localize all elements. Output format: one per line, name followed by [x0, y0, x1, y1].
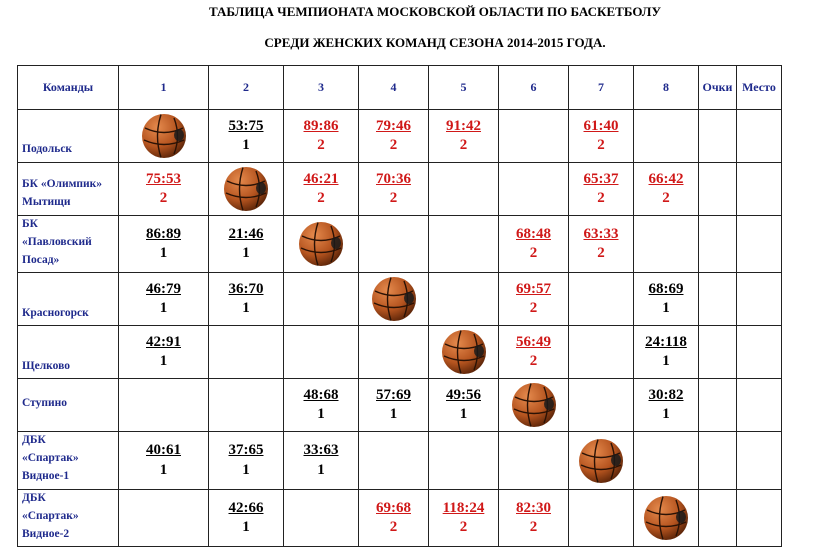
game-result — [284, 432, 358, 488]
title-line-1: ТАБЛИЦА ЧЕМПИОНАТА МОСКОВСКОЙ ОБЛАСТИ ПО БАСКЕТБОЛУ — [208, 4, 662, 19]
basketball-icon — [441, 329, 487, 375]
game-score: 69:57 — [516, 280, 551, 297]
table-row — [18, 489, 782, 546]
result-cell — [284, 163, 359, 216]
result-cell — [209, 379, 284, 432]
game-points: 1 — [459, 406, 468, 423]
result-cell — [499, 216, 569, 273]
game-points: 1 — [159, 353, 168, 370]
game-points: 1 — [242, 245, 250, 262]
result-cell — [209, 273, 284, 326]
game-result — [359, 379, 428, 431]
result-cell — [119, 379, 209, 432]
game-points: 1 — [242, 461, 250, 478]
game-score: 53:75 — [228, 117, 264, 134]
result-cell — [119, 110, 209, 163]
points-cell — [699, 110, 737, 163]
table-row — [18, 326, 782, 379]
result-cell — [284, 326, 359, 379]
game-result — [634, 273, 698, 325]
header-col-8: 8 — [634, 66, 699, 110]
table-row — [18, 216, 782, 273]
game-score: 24:118 — [645, 333, 687, 350]
game-result — [359, 163, 428, 215]
result-cell — [569, 273, 634, 326]
header-col-6: 6 — [499, 66, 569, 110]
result-cell — [429, 432, 499, 489]
game-result — [119, 273, 208, 325]
game-score: 57:69 — [376, 386, 411, 403]
points-cell — [699, 326, 737, 379]
game-score: 37:65 — [228, 442, 264, 459]
game-points: 2 — [459, 519, 468, 536]
game-points: 2 — [529, 353, 538, 370]
result-cell — [429, 489, 499, 546]
result-cell — [499, 163, 569, 216]
standings-table — [17, 65, 782, 547]
game-points: 1 — [389, 406, 398, 423]
team-name-line: Видное-1 — [22, 470, 70, 483]
result-cell — [209, 163, 284, 216]
game-points: 1 — [662, 300, 670, 317]
result-cell — [499, 326, 569, 379]
game-score: 68:48 — [516, 225, 551, 242]
result-cell — [284, 273, 359, 326]
game-score: 70:36 — [376, 170, 411, 187]
table-row — [18, 379, 782, 432]
points-cell — [699, 379, 737, 432]
game-result — [209, 216, 283, 272]
team-name-cell — [18, 489, 119, 546]
result-cell — [569, 326, 634, 379]
result-cell — [119, 489, 209, 546]
result-cell — [359, 216, 429, 273]
team-name-line: «Спартак» — [22, 509, 79, 522]
place-cell — [737, 216, 782, 273]
place-cell — [737, 326, 782, 379]
header-col-5: 5 — [429, 66, 499, 110]
game-points: 2 — [529, 519, 538, 536]
result-cell — [499, 432, 569, 489]
result-cell — [359, 489, 429, 546]
header-place: Место — [737, 66, 782, 110]
points-cell — [699, 163, 737, 216]
game-result — [209, 273, 283, 325]
place-cell — [737, 273, 782, 326]
game-points: 2 — [159, 190, 168, 206]
result-cell — [499, 273, 569, 326]
game-points: 2 — [597, 137, 605, 153]
game-score: 56:49 — [516, 333, 551, 350]
game-result — [569, 216, 633, 272]
game-score: 91:42 — [446, 117, 481, 134]
result-cell — [284, 216, 359, 273]
team-name-line: Ступино — [22, 397, 68, 410]
game-result — [209, 110, 283, 162]
game-points: 1 — [317, 406, 325, 423]
game-result — [499, 216, 568, 272]
result-cell — [359, 432, 429, 489]
result-cell — [569, 110, 634, 163]
team-name-line: Подольск — [22, 143, 73, 156]
game-points: 2 — [662, 190, 670, 206]
game-points: 2 — [389, 137, 398, 153]
game-points: 1 — [242, 137, 250, 153]
game-score: 49:56 — [446, 386, 481, 403]
game-points: 1 — [317, 461, 325, 478]
game-result — [634, 326, 698, 378]
result-cell — [634, 489, 699, 546]
game-score: 46:79 — [146, 280, 181, 297]
game-result — [569, 163, 633, 215]
points-cell — [699, 432, 737, 489]
result-cell — [634, 379, 699, 432]
game-result — [569, 110, 633, 162]
basketball-icon — [578, 438, 624, 484]
team-name-line: ДБК — [22, 434, 46, 447]
header-points: Очки — [699, 66, 737, 110]
game-points: 1 — [159, 300, 168, 317]
result-cell — [119, 216, 209, 273]
result-cell — [209, 489, 284, 546]
game-points: 2 — [317, 137, 325, 153]
game-score: 42:66 — [228, 499, 264, 516]
team-name-line: БК «Олимпик» — [22, 178, 103, 191]
result-cell — [634, 110, 699, 163]
result-cell — [634, 326, 699, 379]
game-result — [499, 326, 568, 378]
header-row — [18, 66, 782, 110]
place-cell — [737, 163, 782, 216]
team-name-line: Посад» — [22, 253, 60, 266]
table-row — [18, 273, 782, 326]
team-name-line: Видное-2 — [22, 527, 70, 540]
result-cell — [359, 273, 429, 326]
team-name-line: «Спартак» — [22, 452, 79, 465]
place-cell — [737, 110, 782, 163]
game-result — [119, 326, 208, 378]
game-score: 48:68 — [303, 386, 339, 403]
result-cell — [209, 110, 284, 163]
table-body — [18, 110, 782, 547]
game-result — [499, 273, 568, 325]
team-name-line: БК — [22, 218, 38, 230]
team-name-cell — [18, 110, 119, 163]
game-result — [499, 490, 568, 546]
place-cell — [737, 379, 782, 432]
table-row — [18, 163, 782, 216]
game-score: 118:24 — [442, 499, 485, 516]
game-points: 1 — [662, 406, 670, 423]
basketball-icon — [643, 495, 689, 541]
result-cell — [359, 163, 429, 216]
team-name-cell — [18, 216, 119, 273]
game-score: 89:86 — [303, 117, 339, 134]
result-cell — [284, 110, 359, 163]
game-score: 69:68 — [376, 499, 411, 516]
result-cell — [634, 163, 699, 216]
header-col-7: 7 — [569, 66, 634, 110]
game-score: 65:37 — [583, 170, 619, 187]
game-result — [119, 216, 208, 272]
result-cell — [499, 379, 569, 432]
game-score: 42:91 — [146, 333, 181, 350]
result-cell — [209, 326, 284, 379]
game-score: 40:61 — [146, 442, 181, 459]
result-cell — [499, 489, 569, 546]
points-cell — [699, 273, 737, 326]
game-points: 2 — [459, 137, 468, 153]
game-points: 2 — [389, 190, 398, 206]
game-points: 2 — [389, 519, 398, 536]
game-score: 63:33 — [583, 225, 619, 242]
result-cell — [284, 379, 359, 432]
game-result — [119, 432, 208, 488]
result-cell — [119, 273, 209, 326]
basketball-icon — [141, 113, 187, 159]
game-result — [284, 379, 358, 431]
result-cell — [569, 163, 634, 216]
game-points: 2 — [529, 300, 538, 317]
result-cell — [569, 216, 634, 273]
team-name-cell — [18, 432, 119, 489]
result-cell — [499, 110, 569, 163]
game-result — [209, 490, 283, 546]
game-points: 2 — [317, 190, 325, 206]
game-result — [634, 379, 698, 431]
header-col-2: 2 — [209, 66, 284, 110]
game-result — [429, 490, 498, 546]
team-name-cell — [18, 163, 119, 216]
game-score: 30:82 — [648, 386, 684, 403]
game-score: 36:70 — [228, 280, 264, 297]
result-cell — [634, 432, 699, 489]
team-name-cell — [18, 326, 119, 379]
result-cell — [359, 110, 429, 163]
title-line-2: СРЕДИ ЖЕНСКИХ КОМАНД СЕЗОНА 2014-2015 ГОДА. — [264, 35, 606, 50]
team-name-cell — [18, 379, 119, 432]
result-cell — [284, 432, 359, 489]
result-cell — [119, 163, 209, 216]
table-row — [18, 432, 782, 489]
team-name-line: ДБК — [22, 491, 46, 504]
result-cell — [284, 489, 359, 546]
header-col-4: 4 — [359, 66, 429, 110]
place-cell — [737, 489, 782, 546]
basketball-icon — [371, 276, 417, 322]
result-cell — [359, 326, 429, 379]
team-name-line: Мытищи — [22, 196, 71, 209]
result-cell — [429, 326, 499, 379]
result-cell — [634, 273, 699, 326]
game-score: 75:53 — [146, 170, 181, 187]
game-points: 1 — [242, 519, 250, 536]
header-col-3: 3 — [284, 66, 359, 110]
game-result — [284, 163, 358, 215]
game-score: 79:46 — [376, 117, 411, 134]
game-points: 2 — [529, 245, 538, 262]
basketball-icon — [511, 382, 557, 428]
game-result — [429, 110, 498, 162]
game-points: 2 — [597, 190, 605, 206]
points-cell — [699, 216, 737, 273]
game-result — [359, 110, 428, 162]
result-cell — [429, 163, 499, 216]
game-result — [359, 490, 428, 546]
team-name-line: «Павловский — [22, 235, 92, 248]
result-cell — [209, 216, 284, 273]
game-result — [284, 110, 358, 162]
game-score: 33:63 — [303, 442, 339, 459]
game-score: 82:30 — [516, 499, 551, 516]
game-points: 1 — [662, 353, 670, 370]
result-cell — [429, 379, 499, 432]
game-points: 2 — [597, 245, 605, 262]
game-result — [119, 163, 208, 215]
result-cell — [209, 432, 284, 489]
points-cell — [699, 489, 737, 546]
result-cell — [429, 216, 499, 273]
game-result — [634, 163, 698, 215]
result-cell — [429, 110, 499, 163]
result-cell — [569, 489, 634, 546]
team-name-line: Щелково — [22, 359, 71, 372]
game-score: 66:42 — [648, 170, 684, 187]
header-col-1: 1 — [119, 66, 209, 110]
game-score: 61:40 — [583, 117, 619, 134]
team-name-line: Красногорск — [22, 306, 89, 319]
game-score: 68:69 — [648, 280, 684, 297]
result-cell — [429, 273, 499, 326]
result-cell — [119, 326, 209, 379]
basketball-icon — [298, 221, 344, 267]
game-points: 1 — [242, 300, 250, 317]
game-score: 21:46 — [228, 225, 264, 242]
result-cell — [119, 432, 209, 489]
game-score: 86:89 — [146, 225, 181, 242]
header-teams: Команды — [18, 66, 119, 110]
game-result — [209, 432, 283, 488]
basketball-icon — [223, 166, 269, 212]
team-name-cell — [18, 273, 119, 326]
game-score: 46:21 — [303, 170, 339, 187]
result-cell — [569, 379, 634, 432]
result-cell — [569, 432, 634, 489]
result-cell — [359, 379, 429, 432]
game-points: 1 — [159, 245, 168, 262]
game-points: 1 — [159, 461, 168, 478]
result-cell — [634, 216, 699, 273]
table-row — [18, 110, 782, 163]
game-result — [429, 379, 498, 431]
place-cell — [737, 432, 782, 489]
